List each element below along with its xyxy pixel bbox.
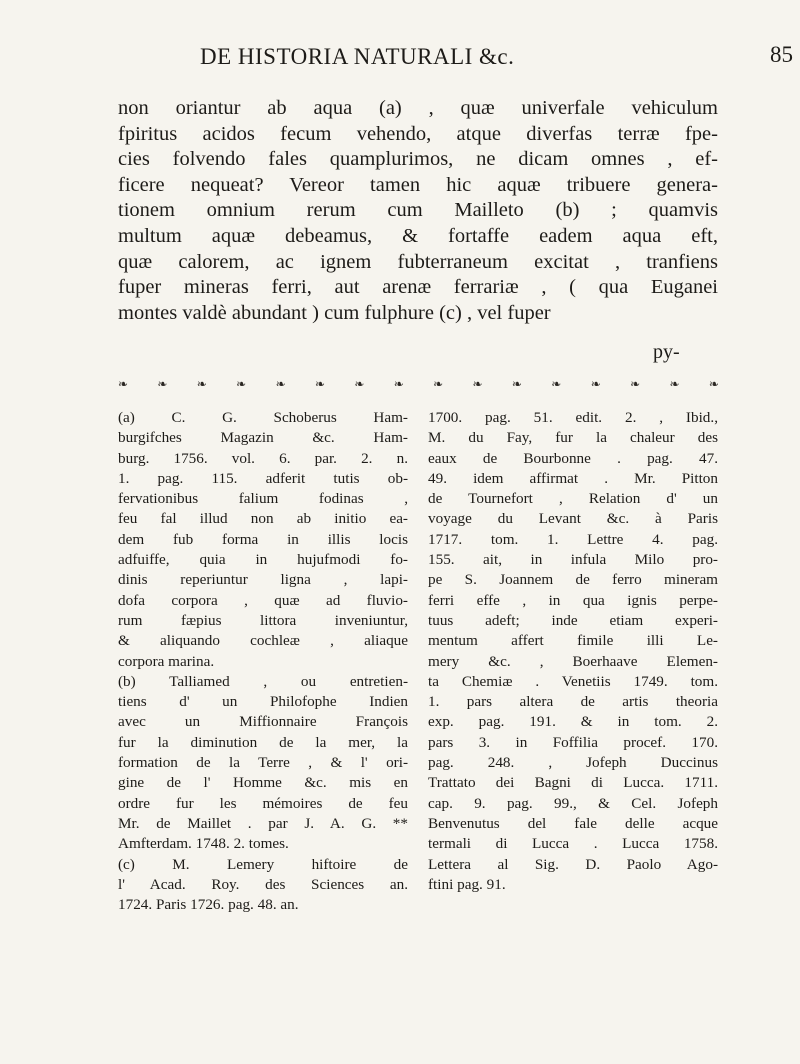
main-text-line: fpiritus acidos fecum vehendo, atque diverfas terræ fpe- xyxy=(118,122,718,145)
ornament-glyph: ❧ xyxy=(157,377,167,391)
footnote-line: mery &c. , Boerhaave Elemen- xyxy=(428,652,718,670)
footnotes-left-column xyxy=(118,408,408,915)
footnotes xyxy=(118,408,718,915)
ornament-glyph: ❧ xyxy=(630,377,640,391)
ornament-glyph: ❧ xyxy=(118,377,128,391)
footnote-line: corpora marina. xyxy=(118,652,215,670)
page-number: 85 xyxy=(770,42,793,67)
footnote-line: ftini pag. 91. xyxy=(428,875,506,893)
footnote-line: Mr. de Maillet . par J. A. G. ** xyxy=(118,814,408,832)
footnote-line: 49. idem affirmat . Mr. Pitton xyxy=(428,469,718,487)
ornament-glyph: ❧ xyxy=(590,377,600,391)
footnote-line: Trattato dei Bagni di Lucca. 1711. xyxy=(428,774,718,792)
footnote-line: 1. pars altera de artis theoria xyxy=(428,693,718,711)
main-text-line: ficere nequeat? Vereor tamen hic aquæ tribuere genera- xyxy=(118,173,718,196)
running-title: DE HISTORIA NATURALI &c. xyxy=(200,44,515,69)
footnote-line: Benvenutus del fale delle acque xyxy=(428,814,718,832)
page-header xyxy=(0,38,800,78)
footnote-line: tuus adeft; inde etiam experi- xyxy=(428,611,718,629)
footnote-line: gine de l' Homme &c. mis en xyxy=(118,774,408,792)
main-text-line: quæ calorem, ac ignem fubterraneum excitat , tranfiens xyxy=(118,250,718,273)
footnote-line: dem fub forma in illis locis xyxy=(118,530,408,548)
footnote-line: (c) M. Lemery hiftoire de xyxy=(118,855,408,873)
footnote-line: dofa corpora , quæ ad fluvio- xyxy=(118,591,408,609)
ornament-glyph: ❧ xyxy=(708,377,718,391)
footnote-line: feu fal illud non ab initio ea- xyxy=(118,510,408,528)
footnote-line: fervationibus falium fodinas , xyxy=(118,490,408,508)
main-text-block xyxy=(118,96,718,326)
footnote-line: voyage du Levant &c. à Paris xyxy=(428,510,718,528)
footnote-line: & aliquando cochleæ , aliaque xyxy=(118,632,408,650)
footnote-line: 1700. pag. 51. edit. 2. , Ibid., xyxy=(428,409,718,426)
footnote-line: ordre fur les mémoires de feu xyxy=(118,794,408,812)
footnote-line: fur la diminution de la mer, la xyxy=(118,733,408,751)
footnote-line: eaux de Bourbonne . pag. 47. xyxy=(428,449,718,467)
ornament-glyph: ❧ xyxy=(314,377,325,391)
footnote-line: (b) Talliamed , ou entretien- xyxy=(118,672,408,690)
ornament-glyph: ❧ xyxy=(669,377,679,391)
ornament-glyph: ❧ xyxy=(354,377,364,391)
footnotes-right-column xyxy=(428,408,718,915)
footnote-line: pars 3. in Foffilia procef. 170. xyxy=(428,733,718,751)
ornament-glyph: ❧ xyxy=(433,377,443,391)
catchword: py- xyxy=(653,341,680,363)
footnote-line: exp. pag. 191. & in tom. 2. xyxy=(428,713,718,731)
main-text-line: multum aquæ debeamus, & fortaffe eadem aqua eft, xyxy=(118,224,718,247)
footnote-line: tiens d' un Philofophe Indien xyxy=(118,693,408,711)
footnote-line: 1724. Paris 1726. pag. 48. an. xyxy=(118,896,299,914)
footnote-line: ferri effe , in qua ignis perpe- xyxy=(428,591,718,609)
footnote-line: formation de la Terre , & l' ori- xyxy=(118,754,408,772)
ornament-glyph: ❧ xyxy=(511,377,521,391)
footnote-line: 155. ait, in infula Milo pro- xyxy=(428,551,718,569)
footnote-line: termali di Lucca . Lucca 1758. xyxy=(428,835,718,853)
main-text-line: non oriantur ab aqua (a) , quæ univerfale vehiculum xyxy=(118,97,718,119)
ornament-glyph: ❧ xyxy=(236,377,246,391)
footnote-line: pag. 248. , Jofeph Duccinus xyxy=(428,754,718,772)
main-text-line: montes valdè abundant ) cum fulphure (c) , vel fuper xyxy=(118,301,551,324)
footnote-line: avec un Miffionnaire François xyxy=(118,713,408,731)
footnote-line: rum fæpius littora inveniuntur, xyxy=(118,611,408,629)
footnote-line: Lettera al Sig. D. Paolo Ago- xyxy=(428,855,718,873)
main-text-line: cies folvendo fales quamplurimos, ne dicam omnes , ef- xyxy=(118,148,718,171)
ornament-glyph: ❧ xyxy=(393,377,403,391)
footnote-line: burgifches Magazin &c. Ham- xyxy=(118,429,408,447)
footnote-line: dinis reperiuntur ligna , lapi- xyxy=(118,571,408,589)
footnote-line: burg. 1756. vol. 6. par. 2. n. xyxy=(118,449,408,467)
footnote-line: adfuiffe, quia in hujufmodi fo- xyxy=(118,551,408,569)
ornament-glyph: ❧ xyxy=(275,377,285,391)
footnote-line: de Tournefort , Relation d' un xyxy=(428,490,718,508)
footnote-line: mentum affert fimile illi Le- xyxy=(428,632,718,650)
ornament-glyph: ❧ xyxy=(551,377,561,391)
main-text-line: tionem omnium rerum cum Mailleto (b) ; quamvis xyxy=(118,199,718,222)
footnote-line: 1717. tom. 1. Lettre 4. pag. xyxy=(428,530,718,548)
footnote-line: ta Chemiæ . Venetiis 1749. tom. xyxy=(428,672,718,690)
footnote-line: M. du Fay, fur la chaleur des xyxy=(428,429,718,447)
footnote-line: (a) C. G. Schoberus Ham- xyxy=(118,409,408,426)
footnote-line: 1. pag. 115. adferit tutis ob- xyxy=(118,469,408,487)
ornament-rule xyxy=(118,376,718,392)
ornament-glyph: ❧ xyxy=(472,377,482,391)
footnote-line: cap. 9. pag. 99., & Cel. Jofeph xyxy=(428,794,718,812)
footnote-line: l' Acad. Roy. des Sciences an. xyxy=(118,875,408,893)
main-text-line: fuper mineras ferri, aut arenæ ferrariæ , ( qua Euganei xyxy=(118,276,718,299)
footnote-line: Amfterdam. 1748. 2. tomes. xyxy=(118,835,289,853)
footnote-line: pe S. Joannem de ferro mineram xyxy=(428,571,718,589)
ornament-glyph: ❧ xyxy=(196,377,206,391)
